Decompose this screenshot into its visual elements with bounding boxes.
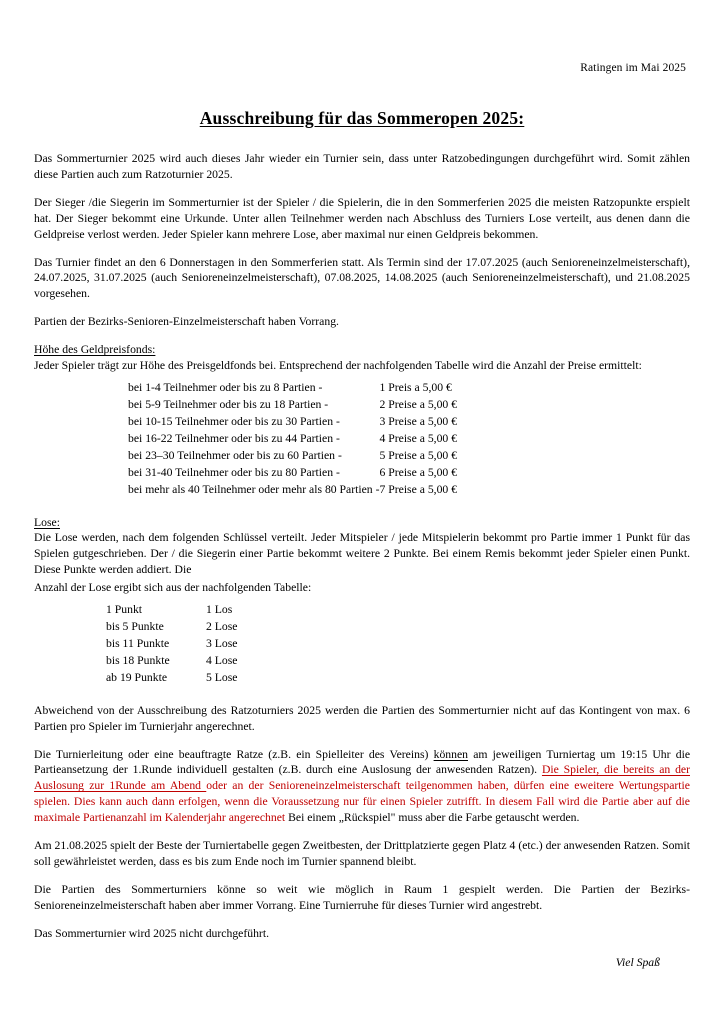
pairing-text-g: Bei einem „Rückspiel" muss aber die Farbe getauscht werden.	[285, 811, 580, 825]
spacer	[34, 687, 690, 703]
prize-amount: 5 Preise a 5,00 €	[379, 448, 458, 462]
prize-condition: bei 16-22 Teilnehmer oder bis zu 44 Partien -	[128, 431, 340, 445]
table-row	[106, 653, 237, 670]
pairing-text-red-senior: oder an der Senioreneinzelmeisterschaft	[206, 779, 401, 793]
paragraph-cancelled: Das Sommerturnier wird 2025 nicht durchgeführt.	[34, 926, 269, 940]
prize-condition: bei mehr als 40 Teilnehmer oder mehr als 80 Partien -	[128, 482, 380, 496]
closing-line: Viel Spaß	[615, 955, 660, 969]
table-row	[128, 397, 457, 414]
prize-amount: 3 Preise a 5,00 €	[379, 414, 458, 428]
paragraph-quota: Abweichend von der Ausschreibung des Ratzoturniers 2025 werden die Partien des Sommerturnier nicht auf das Kontingent von max. 6 Partien pro Spieler im Turnierjahr angerechnet.	[34, 703, 690, 733]
paragraph-pairing	[34, 747, 690, 827]
table-row	[128, 431, 457, 448]
lose-points: ab 19 Punkte	[106, 670, 168, 684]
prize-amount: 1 Preis a 5,00 €	[379, 380, 452, 394]
paragraph-intro: Das Sommerturnier 2025 wird auch dieses Jahr wieder ein Turnier sein, dass unter Ratzobedingungen durchgeführt wird. Somit zählen diese Partien auch zum Ratzoturnier 2025.	[34, 152, 690, 181]
prize-amount: 7 Preise a 5,00 €	[379, 482, 458, 496]
lose-count: 3 Lose	[206, 636, 238, 650]
page-title: Ausschreibung für das Sommeropen 2025:	[199, 108, 525, 128]
prize-amount: 4 Preise a 5,00 €	[379, 431, 458, 445]
table-row	[128, 448, 457, 465]
date-line: Ratingen im Mai 2025	[580, 62, 686, 74]
prize-condition: bei 5-9 Teilnehmer oder bis zu 18 Partien -	[128, 397, 329, 411]
lose-intro: Die Lose werden, nach dem folgenden Schlüssel verteilt. Jeder Mitspieler / jede Mitspielerin bekommt pro Partie immer 1 Punkt für das Spielen gutgeschrieben. Der / die Siegerin einer Partie bekommt weitere 2 Punkte. Bei einem Remis bekommt jeder Spieler einen Punkt. Diese Punkte werden addiert. Die	[34, 531, 690, 577]
lose-intro-cont: Anzahl der Lose ergibt sich aus der nachfolgenden Tabelle:	[34, 581, 312, 595]
pairing-text-red-underline: Die Spieler, die bereits an der Auslosung zur 1Runde am Abend	[34, 763, 690, 793]
paragraph-priority: Partien der Bezirks-Senioren-Einzelmeisterschaft haben Vorrang.	[34, 315, 339, 329]
lose-count: 5 Lose	[206, 670, 238, 684]
pairing-text-c: am jeweiligen Turniertag um 19:15 Uhr die Partieansetzung der 1.Runde individuell gestalten (z.B. durch eine Auslosung der anwesenden Ratzen).	[34, 747, 691, 777]
table-row	[128, 482, 457, 499]
table-row	[128, 380, 457, 397]
table-row	[106, 670, 237, 687]
paragraph-final-round: Am 21.08.2025 spielt der Beste der Turniertabelle gegen Zweitbesten, der Drittplatzierte gegen Platz 4 (etc.) der anwesenden Ratzen. Somit soll gewährleistet werden, dass es bis zum Ende noch im Turnier spannend bleibt.	[34, 839, 690, 868]
pairing-text-red-rest: teilgenommen haben, dürfen eine eweitere Wertungspartie spielen. Dies kann auch dann erfolgen, wenn die Voraussetzung nur für einen Spieler zutrifft. In diesem Fall wird die Partie aber auf die maximale Partienanzahl im Kalenderjahr angerechnet	[34, 779, 690, 825]
lose-count: 4 Lose	[206, 653, 238, 667]
prize-fund-heading: Höhe des Geldpreisfonds:	[34, 343, 156, 357]
prize-amount: 2 Preise a 5,00 €	[379, 397, 458, 411]
lose-table	[106, 602, 237, 687]
lose-points: bis 11 Punkte	[106, 636, 170, 650]
table-row	[106, 602, 237, 619]
lose-points: 1 Punkt	[106, 603, 143, 617]
table-row	[128, 465, 457, 482]
pairing-text-a: Die Turnierleitung oder eine beauftragte Ratze (z.B. ein Spielleiter des Vereins)	[34, 747, 434, 761]
prize-table	[128, 380, 457, 499]
table-row	[106, 619, 237, 636]
prize-condition: bei 10-15 Teilnehmer oder bis zu 30 Partien -	[128, 414, 340, 428]
prize-amount: 6 Preise a 5,00 €	[379, 465, 458, 479]
prize-condition: bei 1-4 Teilnehmer oder bis zu 8 Partien -	[128, 380, 323, 394]
paragraph-winner: Der Sieger /die Siegerin im Sommerturnier ist der Spieler / die Spielerin, die in den Sommerferien 2025 die meisten Ratzopunkte erspielt hat. Der Sieger bekommt eine Urkunde. Unter allen Teilnehmer werden nach Abschluss des Turniers Lose verteilt, aus denen dann die Geldpreise verlost werden. Jeder Spieler kann mehrere Lose, aber maximal nur einen Geldpreis bekommen.	[34, 195, 690, 241]
lose-points: bis 18 Punkte	[106, 653, 170, 667]
spacer	[34, 499, 690, 515]
pairing-text-koennen: können	[433, 747, 468, 761]
paragraph-dates: Das Turnier findet an den 6 Donnerstagen in den Sommerferien statt. Als Termin sind der 17.07.2025 (auch Senioreneinzelmeisterschaft), 24.07.2025, 31.07.2025 (auch Senioreneinzelmeisterschaft), 07.08.2025, 14.08.2025 (auch Senioreneinzelmeisterschaft), und 21.08.2025 vorgesehen.	[34, 255, 690, 301]
prize-condition: bei 31-40 Teilnehmer oder bis zu 80 Partien -	[128, 465, 340, 479]
prize-fund-intro: Jeder Spieler trägt zur Höhe des Preisgeldfonds bei. Entsprechend der nachfolgenden Tabelle wird die Anzahl der Preise ermittelt:	[34, 359, 642, 373]
lose-count: 2 Lose	[206, 620, 238, 633]
table-row	[128, 414, 457, 431]
lose-heading: Lose:	[34, 515, 60, 529]
prize-condition: bei 23–30 Teilnehmer oder bis zu 60 Partien -	[128, 448, 342, 462]
paragraph-room: Die Partien des Sommerturniers könne so weit wie möglich in Raum 1 gespielt werden. Die Partien der Bezirks-Senioreneinzelmeisterschaft haben aber immer Vorrang. Eine Turnierruhe für dieses Turnier wird angestrebt.	[34, 882, 690, 912]
table-row	[106, 636, 237, 653]
lose-points: bis 5 Punkte	[106, 620, 164, 633]
lose-count: 1 Los	[206, 603, 233, 617]
